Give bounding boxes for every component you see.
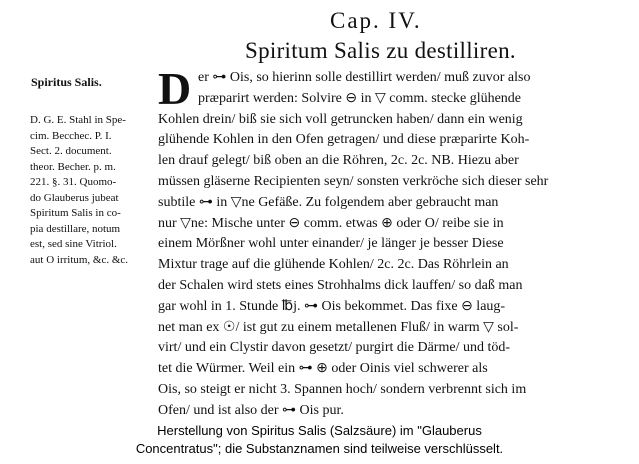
margin-note-line: D. G. E. Stahl in Spe- (30, 114, 126, 126)
body-line: er ⊶ Ois, so hierinn solle destillirt werden/ muß zuvor also (198, 70, 531, 85)
margin-note-line: 221. §. 31. Quomo- (30, 176, 117, 188)
body-line: müssen gläserne Recipienten seyn/ sonsten verkröche sich dieser sehr (158, 173, 549, 189)
margin-note-line: Spiritum Salis in co- (30, 207, 121, 219)
margin-note-line: theor. Becher. p. m. (30, 160, 116, 173)
body-line: gar wohl in 1. Stunde ℔j. ⊶ Ois bekommet. Das fixe ⊖ laug- (158, 298, 506, 314)
margin-heading: Spiritus Salis. (31, 75, 102, 89)
body-line: subtile ⊶ in ▽ne Gefäße. Zu folgendem aber gebraucht man (158, 194, 499, 210)
body-line: præparirt werden: Solvire ⊖ in ▽ comm. stecke glühende (198, 90, 522, 106)
body-line: nur ▽ne: Mische unter ⊖ comm. etwas ⊕ oder O/ reibe sie in (158, 215, 504, 231)
body-text (158, 63, 618, 422)
chapter-heading: Cap. IV. (330, 8, 422, 33)
body-line: virt/ und ein Clystir davon gesetzt/ purgirt die Därme/ und töd- (158, 340, 511, 356)
caption-line-1: Herstellung von Spiritus Salis (Salzsäure) im "Glauberus (157, 423, 482, 438)
body-line: len drauf gelegt/ biß oben an die Röhren, 2c. 2c. NB. Hiezu aber (158, 153, 519, 169)
margin-note (30, 113, 145, 268)
body-line: einem Mörßner wohl unter einander/ je länger je besser Diese (158, 236, 504, 252)
body-line: Mixtur trage auf die glühende Kohlen/ 2c. 2c. Das Röhrlein an (158, 257, 509, 273)
body-line: Ofen/ und ist also der ⊶ Ois pur. (158, 402, 344, 418)
body-line: Ois, so steigt er nicht 3. Spannen hoch/ sondern verbrennt sich im (158, 381, 527, 397)
drop-initial: D (158, 63, 192, 114)
body-line: der Schalen wird stets eines Strohhalms dick lauffen/ so daß man (158, 277, 523, 293)
body-line: Kohlen drein/ biß sie sich voll getruncken haben/ dann ein wenig (158, 111, 523, 127)
body-line: glühende Kohlen in den Ofen getragen/ und diese præparirte Koh- (158, 132, 530, 148)
caption-line-2: Concentratus"; die Substanznamen sind teilweise verschlüsselt. (135, 441, 504, 456)
body-line: net man ex ☉/ ist gut zu einem metallenen Fluß/ in warm ▽ sol- (158, 319, 519, 335)
margin-note-line: aut O irritum, &c. &c. (30, 253, 129, 266)
margin-note-line: est, sed sine Vitriol. (30, 238, 117, 250)
margin-note-line: Sect. 2. document. (30, 145, 112, 157)
margin-note-line: cim. Becchec. P. I. (30, 129, 112, 142)
body-line: tet die Würmer. Weil ein ⊶ ⊕ oder Oinis viel schwerer als (158, 361, 488, 377)
margin-note-line: do Glauberus jubeat (30, 191, 119, 204)
chapter-title: Spiritum Salis zu destilliren. (245, 38, 516, 63)
margin-note-line: pia destillare, notum (30, 222, 121, 235)
image-caption (0, 422, 639, 458)
